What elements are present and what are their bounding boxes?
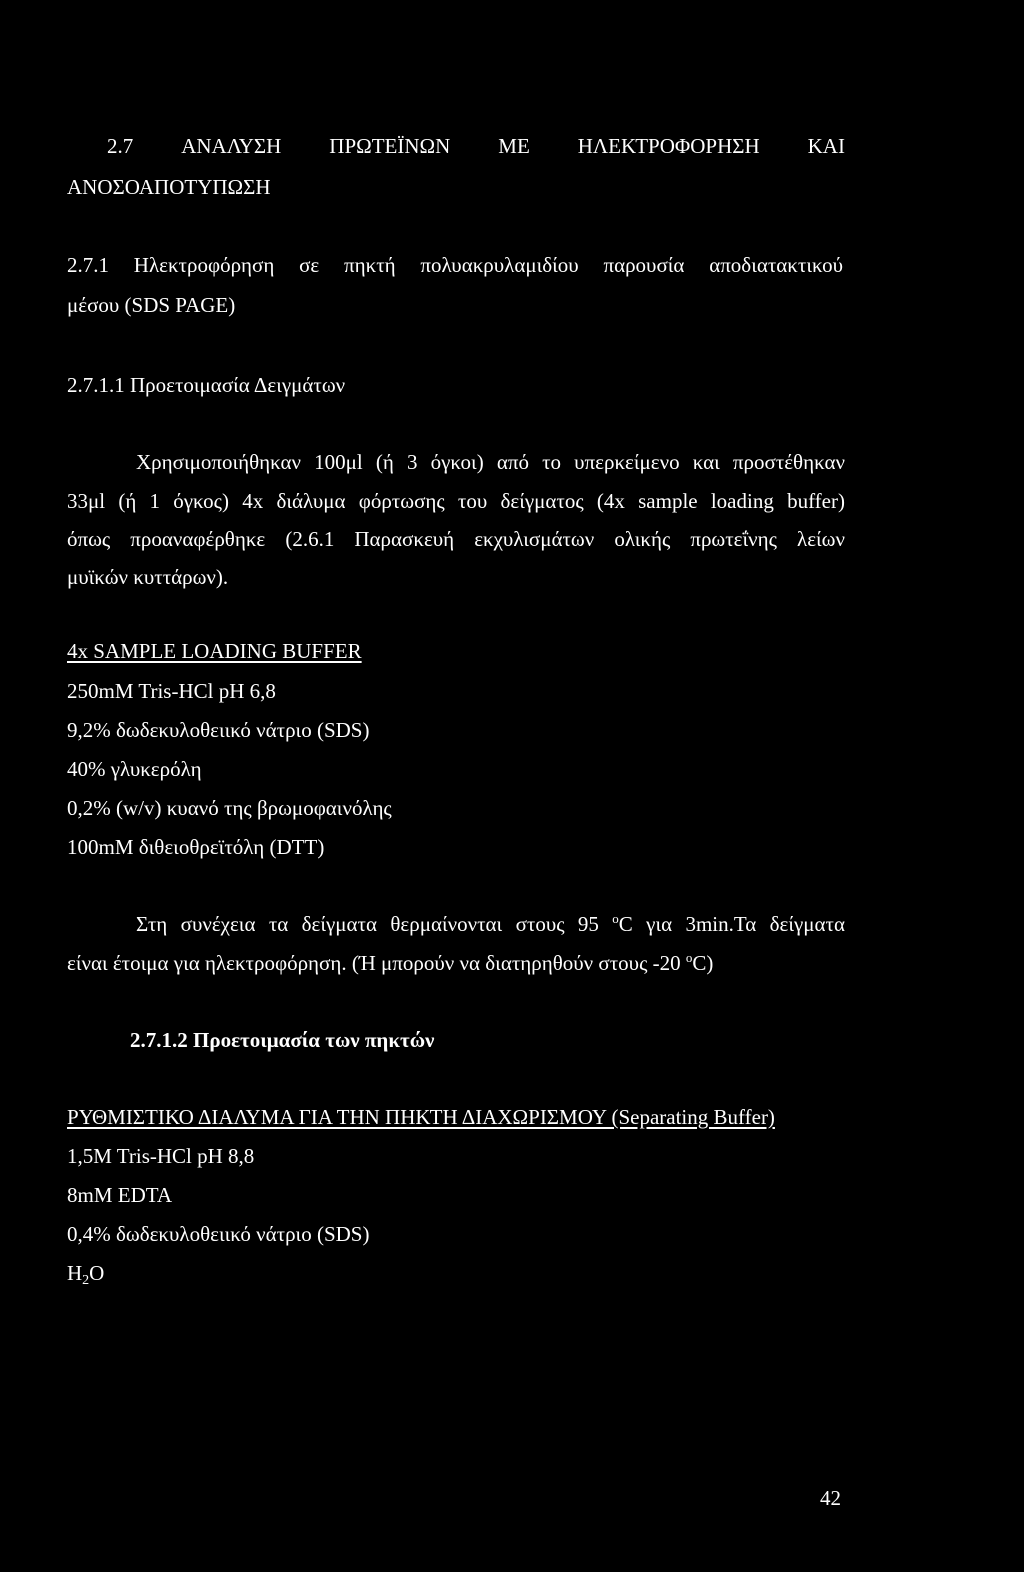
paragraph-line (67, 950, 713, 976)
sample-buffer-item: 100mM διθειοθρεϊτόλη (DTT) (67, 835, 325, 859)
sample-buffer-item: 9,2% δωδεκυλοθειικό νάτριο (SDS) (67, 718, 370, 742)
water-h: H (67, 1261, 83, 1285)
sample-buffer-item: 40% γλυκερόλη (67, 757, 202, 781)
paragraph-text: C) (692, 951, 714, 975)
sample-buffer-title: 4x SAMPLE LOADING BUFFER (67, 639, 362, 663)
section-heading-2-7-1-1: 2.7.1.1 Προετοιμασία Δειγμάτων (67, 373, 346, 397)
sample-buffer-item: 0,2% (w/v) κυανό της βρωμοφαινόλης (67, 796, 392, 820)
heading-word: ΑΝΑΛΥΣΗ (181, 134, 282, 158)
water-o: O (89, 1261, 105, 1285)
separating-buffer-water (67, 1260, 104, 1286)
paragraph-text: C για 3min.Τα δείγματα (618, 912, 845, 936)
heading-word: ΚΑΙ (807, 134, 845, 158)
water-subscript: 2 (82, 1273, 90, 1288)
paragraph-line: όπως προαναφέρθηκε (2.6.1 Παρασκευή εκχυλισμάτων ολικής πρωτεΐνης λείων (67, 527, 845, 551)
heading-word: ΠΡΩΤΕΪΝΩΝ (329, 134, 451, 158)
sample-buffer-item: 250mM Tris-HCl pH 6,8 (67, 679, 276, 703)
heading-number: 2.7 (107, 134, 134, 158)
heading-word: ΜΕ (498, 134, 530, 158)
section-heading-2-7-1-line2: μέσου (SDS PAGE) (67, 293, 236, 317)
section-heading-2-7-1-2: 2.7.1.2 Προετοιμασία των πηκτών (130, 1028, 435, 1052)
paragraph-text: Στη συνέχεια τα δείγματα θερμαίνονται στους 95 (136, 912, 613, 936)
separating-buffer-title: ΡΥΘΜΙΣΤΙΚΟ ΔΙΑΛΥΜΑ ΓΙΑ ΤΗΝ ΠΗΚΤΗ ΔΙΑΧΩΡΙΣΜΟΥ (Separating Buffer) (67, 1105, 775, 1129)
paragraph-line (136, 911, 845, 937)
section-heading-2-7-1: 2.7.1 Ηλεκτροφόρηση σε πηκτή πολυακρυλαμιδίου παρουσία αποδιατακτικού (67, 253, 843, 277)
paragraph-line: 33μl (ή 1 όγκος) 4x διάλυμα φόρτωσης του δείγματος (4x sample loading buffer) (67, 489, 845, 513)
paragraph-line: μυϊκών κυττάρων). (67, 565, 229, 589)
paragraph-text: είναι έτοιμα για ηλεκτροφόρηση. (Ή μπορούν να διατηρηθούν στους -20 (67, 951, 686, 975)
paragraph-line: Χρησιμοποιήθηκαν 100μl (ή 3 όγκοι) από το υπερκείμενο και προστέθηκαν (136, 450, 845, 474)
separating-buffer-item: 0,4% δωδεκυλοθειικό νάτριο (SDS) (67, 1222, 370, 1246)
degree-sign: o (685, 950, 693, 965)
section-heading-2-7-line2: ΑΝΟΣΟΑΠΟΤΥΠΩΣΗ (67, 175, 271, 199)
heading-word: ΗΛΕΚΤΡΟΦΟΡΗΣΗ (577, 134, 760, 158)
degree-sign: o (612, 911, 619, 926)
separating-buffer-item: 8mM EDTA (67, 1183, 173, 1207)
separating-buffer-item: 1,5M Tris-HCl pH 8,8 (67, 1144, 255, 1168)
page-number: 42 (820, 1486, 841, 1510)
section-heading-2-7 (107, 133, 845, 159)
